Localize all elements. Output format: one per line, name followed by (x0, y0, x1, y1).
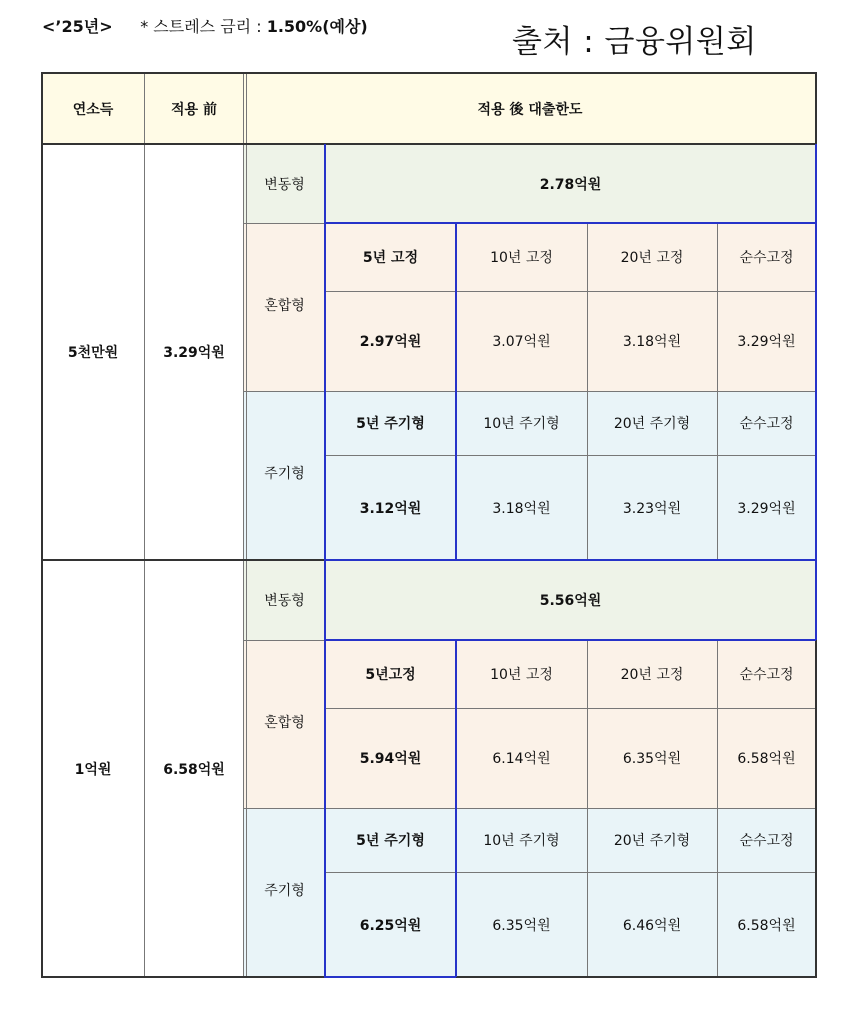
type-variable: 변동형 (244, 560, 325, 640)
periodic-value-5y: 3.12억원 (325, 455, 456, 560)
grid-line (244, 391, 816, 392)
highlight-border (324, 222, 816, 224)
type-mixed: 혼합형 (244, 640, 325, 808)
mixed-label-10y: 10년 고정 (456, 223, 587, 291)
periodic-label-10y: 10년 주기형 (456, 391, 587, 455)
grid-line (246, 73, 247, 977)
table-border (42, 72, 817, 74)
before-limit-cell: 6.58억원 (144, 560, 244, 977)
highlight-border (324, 559, 816, 561)
highlight-border (324, 144, 326, 560)
mixed-label-5y: 5년 고정 (325, 223, 456, 291)
type-variable: 변동형 (244, 144, 325, 223)
mixed-value-10y: 6.14억원 (456, 708, 587, 808)
periodic-value-pure: 3.29억원 (717, 455, 816, 560)
variable-limit: 2.78억원 (325, 144, 816, 223)
col-header-income: 연소득 (42, 73, 144, 144)
highlight-border (815, 144, 817, 560)
highlight-border (815, 560, 817, 640)
mixed-label-pure: 순수고정 (717, 223, 816, 291)
periodic-label-20y: 20년 주기형 (587, 808, 717, 872)
mixed-label-20y: 20년 고정 (587, 223, 717, 291)
grid-line (244, 808, 816, 809)
periodic-value-10y: 3.18억원 (456, 455, 587, 560)
grid-line (244, 223, 325, 224)
mixed-value-5y: 5.94억원 (325, 708, 456, 808)
type-periodic: 주기형 (244, 808, 325, 977)
year-label: <’25년> (42, 17, 113, 36)
stress-rate-note (42, 14, 368, 37)
periodic-label-pure: 순수고정 (717, 391, 816, 455)
periodic-label-10y: 10년 주기형 (456, 808, 587, 872)
before-limit-cell: 3.29억원 (144, 144, 244, 560)
periodic-label-pure: 순수고정 (717, 808, 816, 872)
mixed-value-pure: 6.58억원 (717, 708, 816, 808)
periodic-label-20y: 20년 주기형 (587, 391, 717, 455)
grid-line (243, 73, 244, 977)
mixed-label-pure: 순수고정 (717, 640, 816, 708)
periodic-label-5y: 5년 주기형 (325, 391, 456, 455)
highlight-border (324, 976, 456, 978)
note-value: 1.50%(예상) (266, 17, 368, 36)
highlight-border (324, 639, 816, 641)
grid-line (325, 872, 816, 873)
mixed-value-10y: 3.07억원 (456, 291, 587, 391)
col-header-after: 적용 後 대출한도 (244, 73, 816, 144)
mixed-label-10y: 10년 고정 (456, 640, 587, 708)
income-cell: 5천만원 (42, 144, 144, 560)
mixed-value-20y: 3.18억원 (587, 291, 717, 391)
col-header-before: 적용 前 (144, 73, 244, 144)
highlight-border (455, 639, 457, 977)
mixed-value-pure: 3.29억원 (717, 291, 816, 391)
periodic-value-10y: 6.35억원 (456, 872, 587, 977)
type-periodic: 주기형 (244, 391, 325, 560)
mixed-label-20y: 20년 고정 (587, 640, 717, 708)
periodic-value-20y: 6.46억원 (587, 872, 717, 977)
mixed-label-5y: 5년고정 (325, 640, 456, 708)
grid-line (325, 291, 816, 292)
highlight-border (324, 560, 326, 977)
table-border (41, 72, 43, 978)
periodic-value-20y: 3.23억원 (587, 455, 717, 560)
mixed-value-20y: 6.35억원 (587, 708, 717, 808)
grid-line (144, 73, 145, 977)
table-border (42, 143, 817, 145)
periodic-value-pure: 6.58억원 (717, 872, 816, 977)
mixed-value-5y: 2.97억원 (325, 291, 456, 391)
type-mixed: 혼합형 (244, 223, 325, 391)
income-cell: 1억원 (42, 560, 144, 977)
periodic-label-5y: 5년 주기형 (325, 808, 456, 872)
note-prefix: * 스트레스 금리 : (140, 17, 267, 36)
source-label: 출처 : 금융위원회 (512, 24, 757, 60)
variable-limit: 5.56억원 (325, 560, 816, 640)
highlight-border (455, 222, 457, 560)
grid-line (325, 708, 816, 709)
grid-line (325, 455, 816, 456)
periodic-value-5y: 6.25억원 (325, 872, 456, 977)
grid-line (244, 640, 325, 641)
